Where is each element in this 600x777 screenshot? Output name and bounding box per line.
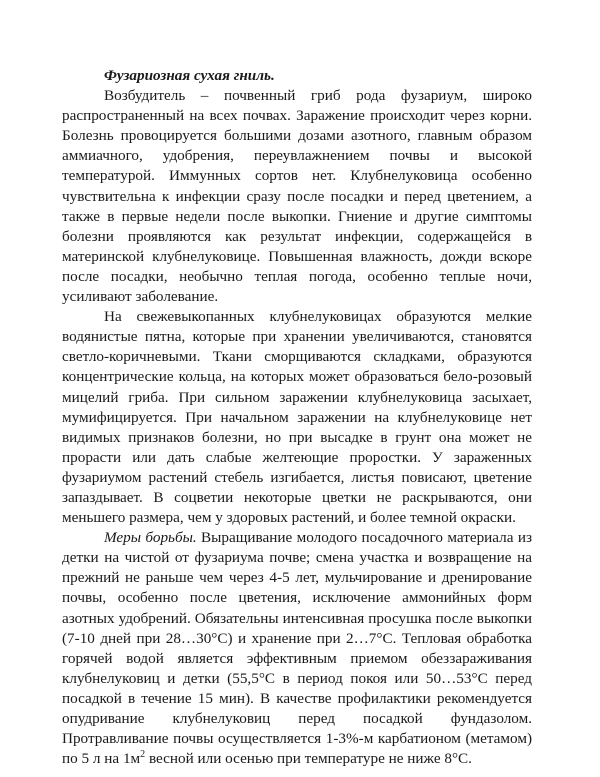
paragraph-tail: весной или осенью при температуре не ниже 8°С. bbox=[145, 750, 472, 768]
paragraph-text: На свежевыкопанных клубнелуковицах образуются мелкие водянистые пятна, которые при хранении увеличиваются, становятся светло-коричневыми. Ткани сморщиваются складками, образуются концентрические кольца, на которых может образоваться бело-розовый мицелий гриба. При сильном заражении клубнелуковица засыхает, мумифицируется. При начальном заражении на клубнелуковице нет видимых признаков болезни, но при высадке в грунт она может не прорасти или дать слабые желтеющие проростки. У зараженных фузариумом растений стебель изгибается, листья повисают, цветение запаздывает. В соцветии некоторые цветки не раскрываются, они меньшего размера, чем у здоровых растений, и более темной окраски. bbox=[62, 308, 532, 527]
superscript: 2 bbox=[140, 749, 146, 761]
section-heading: Фузариозная сухая гниль. bbox=[104, 67, 275, 84]
paragraph-text: Возбудитель – почвенный гриб рода фузариум, широко распространенный на всех почвах. Заражение происходит через корни. Болезнь провоцируется большими дозами азотного, главным образом аммиачного, удобрения, переувлажнением почвы и высокой температурой. Иммунных сортов нет. Клубнелуковица особенно чувствительна к инфекции сразу после посадки и перед цветением, а также в первые недели после выкопки. Гниение и другие симптомы болезни проявляются как результат инфекции, содержащейся в материнской клубнелуковице. Повышенная влажность, дожди вскоре после посадки, необычно теплая погода, особенно теплые ночи, усиливают заболевание. bbox=[62, 87, 532, 306]
document-page bbox=[62, 66, 532, 769]
paragraph-symptoms bbox=[62, 307, 532, 528]
paragraph-text: Выращивание молодого посадочного материала из детки на чистой от фузариума почве; смена участка и возвращение на прежний не раньше чем через 4-5 лет, мульчирование и дренирование почвы, особенно после цветения, исключение аммонийных форм азотных удобрений. Обязательны интенсивная просушка после выкопки (7-10 дней при 28…30°С) и хранение при 2…7°С. Тепловая обработка горячей водой является эффективным приемом обеззараживания клубнелуковиц и детки (55,5°С в период покоя или 50…53°С перед посадкой в течение 15 мин). В качестве профилактики рекомендуется опудривание клубнелуковиц перед посадкой фундазолом. Протравливание почвы осуществляется 1-3%-м карбатионом (метамом) по 5 л на 1м bbox=[62, 529, 532, 768]
paragraph-control-measures bbox=[62, 528, 532, 769]
paragraph-lead: Меры борьбы. bbox=[104, 529, 197, 547]
paragraph-pathogen bbox=[62, 86, 532, 307]
